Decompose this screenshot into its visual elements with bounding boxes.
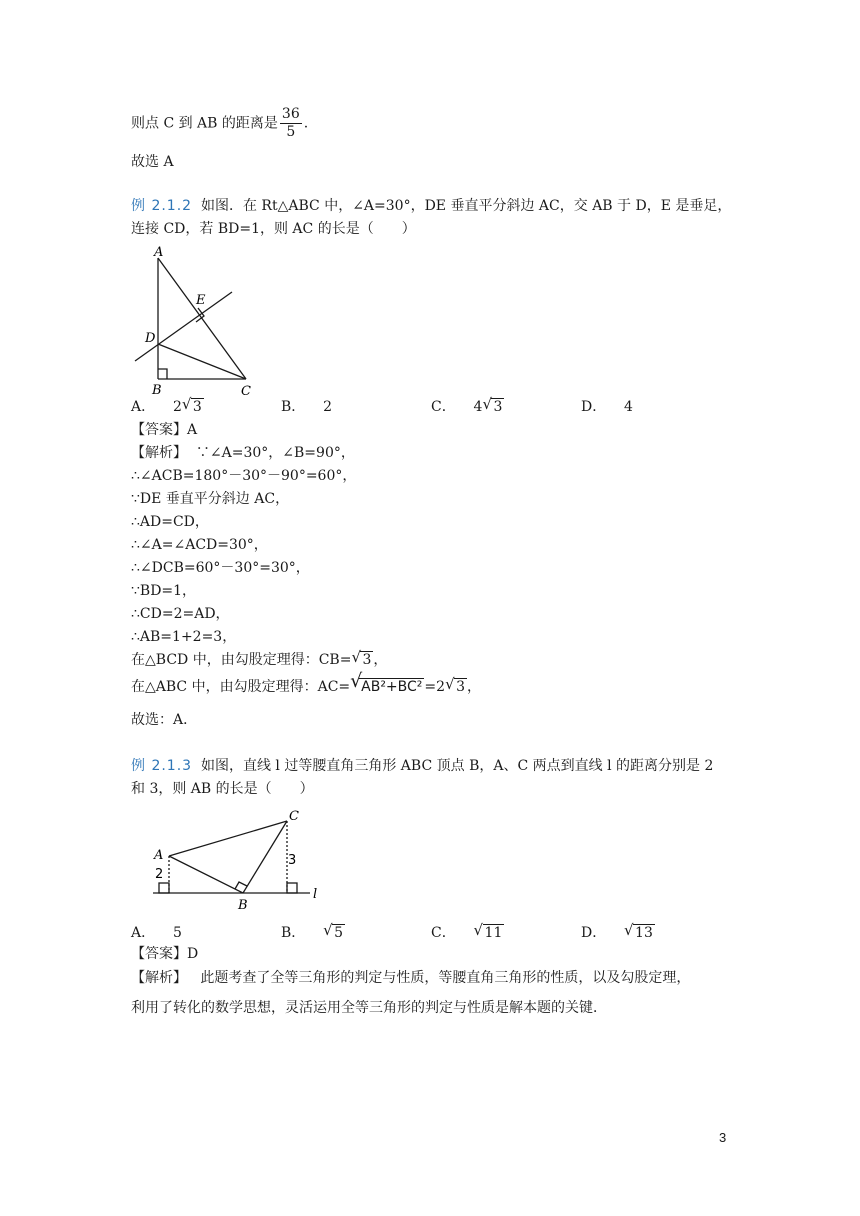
answer-213: 【答案】D	[131, 946, 199, 962]
example-212-question-line2: 连接 CD，若 BD=1，则 AC 的长是（ ）	[131, 221, 416, 237]
distance-conclusion: 则点 C 到 AB 的距离是 $\frac{36}{5}$ .	[131, 106, 309, 140]
conclusion-212: 故选：A．	[131, 712, 198, 728]
analysis-212-step-1: 【解析】 ∵∠A=30°，∠B=90°，	[131, 445, 355, 461]
distance-3: 3	[288, 853, 297, 868]
analysis-213-line2: 利用了转化的数学思想，灵活运用全等三角形的判定与性质是解本题的关键．	[131, 1000, 607, 1016]
analysis-213-line1: 【解析】 此题考查了全等三角形的判定与性质，等腰直角三角形的性质，以及勾股定理，	[131, 970, 691, 986]
sqrt-ab2-bc2: √ AB²+BC²	[350, 670, 423, 695]
option-213-d[interactable]: D． √ 13	[581, 922, 655, 944]
segment-ab	[169, 856, 243, 893]
label-c: C	[289, 809, 299, 824]
label-d: D	[145, 331, 156, 346]
example-213-question-line2: 和 3，则 AB 的长是（ ）	[131, 781, 314, 797]
sqrt-5: √ 5	[323, 921, 344, 941]
analysis-212-step-9: ∴AB=1+2=3，	[131, 629, 237, 645]
analysis-212-cb: 在△BCD 中，由勾股定理得：CB= √ 3 ，	[131, 648, 388, 668]
line-de	[135, 292, 232, 361]
analysis-212-step-6: ∴∠DCB=60°－30°=30°，	[131, 560, 310, 576]
option-213-b[interactable]: B． √ 5	[281, 922, 345, 944]
sqrt-13: √ 13	[624, 921, 653, 941]
analysis-212-ac: 在△ABC 中，由勾股定理得：AC= √ AB²+BC² =2 √ 3 ，	[131, 670, 481, 695]
option-212-d[interactable]: D． 4	[581, 399, 633, 415]
sqrt-11: √ 11	[473, 921, 503, 941]
sqrt-3: √ 3	[181, 395, 202, 415]
choice-a-top: 故选 A	[131, 154, 174, 170]
analysis-212-step-3: ∵DE 垂直平分斜边 AC，	[131, 491, 290, 507]
figure-212-triangle	[128, 244, 251, 400]
figure-213-triangle	[145, 806, 335, 914]
sqrt-3: √ 3	[482, 395, 503, 415]
analysis-212-step-4: ∴AD=CD，	[131, 514, 209, 530]
example-212-question-line1: 例 2.1.2 如图．在 Rt△ABC 中，∠A=30°，DE 垂直平分斜边 AC，交 AB 于 D，E 是垂足，	[131, 198, 732, 214]
option-213-c[interactable]: C． √ 11	[431, 922, 504, 944]
label-e: E	[196, 293, 206, 308]
analysis-212-step-5: ∴∠A=∠ACD=30°，	[131, 537, 268, 553]
fraction-36-5: $\frac{36}{5}$	[281, 106, 300, 140]
right-angle-b	[158, 369, 167, 379]
page-number: 3	[719, 1130, 727, 1145]
analysis-212-step-7: ∵BD=1，	[131, 583, 197, 599]
label-a: A	[154, 848, 164, 863]
label-a: A	[154, 245, 164, 260]
option-212-c[interactable]: C． 4 √ 3	[431, 396, 504, 418]
option-212-b[interactable]: B． 2	[281, 399, 333, 415]
right-angle-c-foot	[287, 883, 297, 893]
sqrt-3: √ 3	[351, 648, 372, 668]
analysis-212-step-8: ∴CD=2=AD，	[131, 606, 230, 622]
label-c: C	[241, 384, 251, 399]
answer-212: 【答案】A	[131, 422, 198, 438]
example-213-label: 例 2.1.3	[131, 758, 193, 774]
option-213-a[interactable]: A． 5	[131, 925, 182, 941]
option-212-a[interactable]: A． 2 √ 3	[131, 396, 204, 418]
label-l: l	[313, 887, 318, 902]
label-b: B	[152, 383, 162, 398]
label-b: B	[238, 898, 248, 913]
distance-2: 2	[155, 867, 164, 882]
analysis-212-step-2: ∴∠ACB=180°－30°－90°=60°，	[131, 468, 357, 484]
example-212-label: 例 2.1.2	[131, 198, 193, 214]
right-angle-b	[235, 882, 247, 889]
example-213-question-line1: 例 2.1.3 如图，直线 l 过等腰直角三角形 ABC 顶点 B，A、C 两点到直线 l 的距离分别是 2	[131, 758, 714, 774]
right-angle-a-foot	[159, 883, 169, 893]
sqrt-3: √ 3	[445, 675, 465, 695]
